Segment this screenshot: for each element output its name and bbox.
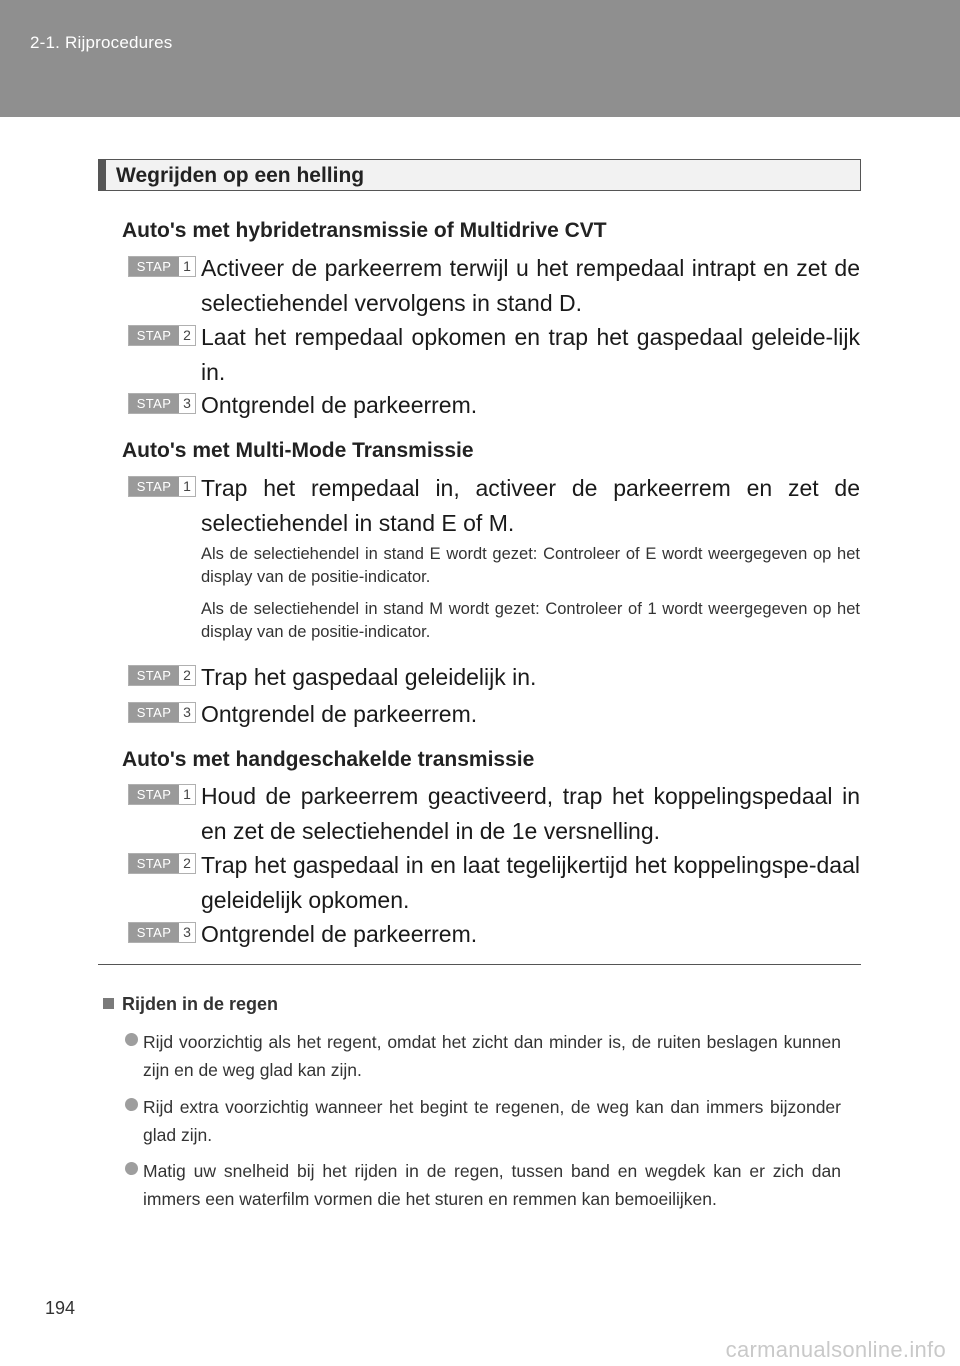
square-bullet-icon — [103, 998, 114, 1009]
header-band — [0, 0, 960, 117]
rain-bullet-3: Matig uw snelheid bij het rijden in de regen, tussen band en wegdek kan er zich dan immers een waterfilm vormen die het sturen en remmen kan bemoeilijken. — [125, 1157, 841, 1213]
step-badge: STAP 3 — [128, 702, 196, 723]
watermark: carmanualsonline.info — [725, 1337, 946, 1362]
step-cvt-1 — [128, 251, 860, 321]
step-multimode-2 — [128, 660, 860, 695]
note-stand-m: Als de selectiehendel in stand M wordt gezet: Controleer of 1 wordt weergegeven op het display van de positie-indicator. — [201, 600, 860, 641]
step-badge: STAP 1 — [128, 784, 196, 805]
step-text: Trap het gaspedaal geleidelijk in. — [201, 664, 537, 690]
step-text: Ontgrendel de parkeerrem. — [201, 921, 478, 947]
title-accent-bar — [99, 160, 106, 190]
step-badge: STAP 2 — [128, 325, 196, 346]
rain-bullet-1: Rijd voorzichtig als het regent, omdat het zicht dan minder is, de ruiten beslagen kunnen zijn en de weg glad kan zijn. — [125, 1028, 841, 1084]
section-title: Wegrijden op een helling — [116, 164, 365, 187]
section-divider — [98, 964, 861, 965]
section-title-box — [98, 159, 861, 191]
group-heading-multimode: Auto's met Multi-Mode Transmissie — [122, 439, 474, 462]
step-text: Houd de parkeerrem geactiveerd, trap het koppelingspedaal in en zet de selectiehendel in de 1e versnelling. — [201, 783, 860, 844]
step-badge: STAP 2 — [128, 853, 196, 874]
step-cvt-3 — [128, 388, 860, 423]
note-stand-e: Als de selectiehendel in stand E wordt gezet: Controleer of E wordt weergegeven op het display van de positie-indicator. — [201, 545, 860, 586]
circle-bullet-icon — [125, 1162, 138, 1175]
group-heading-cvt: Auto's met hybridetransmissie of Multidrive CVT — [122, 219, 607, 242]
step-text: Laat het rempedaal opkomen en trap het gaspedaal geleide-lijk in. — [201, 324, 860, 385]
step-multimode-3 — [128, 697, 860, 732]
circle-bullet-icon — [125, 1098, 138, 1111]
step-text: Trap het rempedaal in, activeer de parkeerrem en zet de selectiehendel in stand E of M. — [201, 475, 860, 536]
circle-bullet-icon — [125, 1033, 138, 1046]
step-text: Trap het gaspedaal in en laat tegelijkertijd het koppelingspe-daal geleidelijk opkomen. — [201, 852, 860, 913]
step-badge: STAP 1 — [128, 476, 196, 497]
section-label: 2-1. Rijprocedures — [30, 33, 173, 52]
rain-bullet-2: Rijd extra voorzichtig wanneer het begint te regenen, de weg kan dan immers bijzonder glad zijn. — [125, 1093, 841, 1149]
group-heading-manual: Auto's met handgeschakelde transmissie — [122, 748, 535, 771]
step-badge: STAP 2 — [128, 665, 196, 686]
step-badge: STAP 3 — [128, 393, 196, 414]
step-badge: STAP 3 — [128, 922, 196, 943]
step-manual-3 — [128, 917, 860, 952]
step-text: Ontgrendel de parkeerrem. — [201, 701, 478, 727]
step-manual-2 — [128, 848, 860, 918]
page-number: 194 — [45, 1298, 76, 1318]
rain-heading: Rijden in de regen — [103, 994, 278, 1015]
step-text: Ontgrendel de parkeerrem. — [201, 392, 478, 418]
step-manual-1 — [128, 779, 860, 849]
step-cvt-2 — [128, 320, 860, 390]
step-badge: STAP 1 — [128, 256, 196, 277]
step-multimode-1 — [128, 471, 860, 541]
step-text: Activeer de parkeerrem terwijl u het rempedaal intrapt en zet de selectiehendel vervolgens in stand D. — [201, 255, 860, 316]
